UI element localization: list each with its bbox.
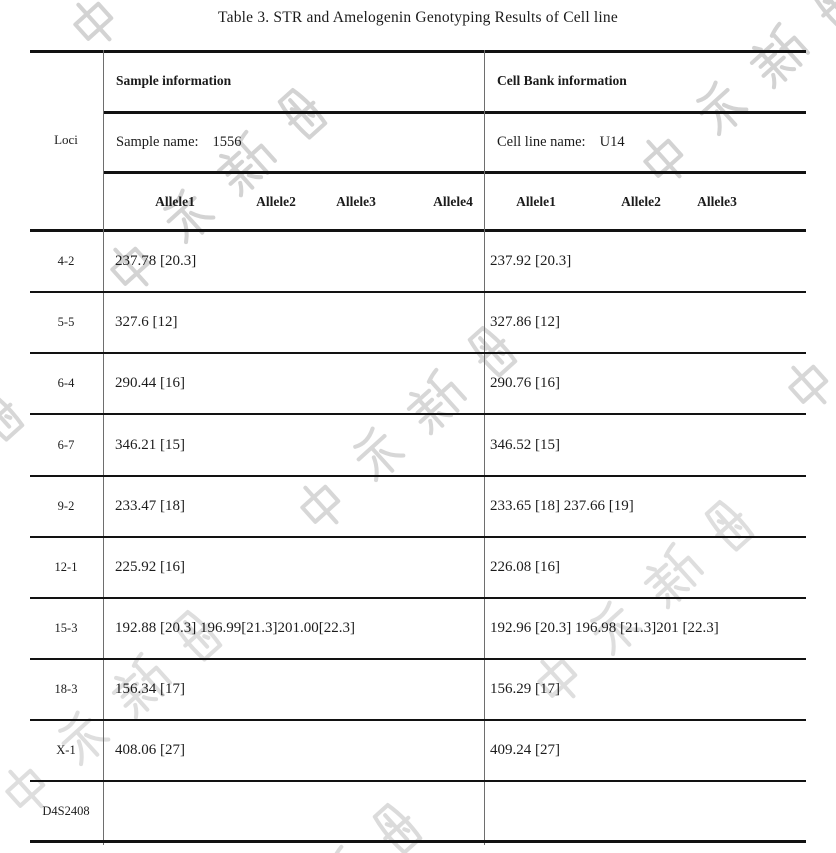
table-row [30, 232, 806, 293]
cell-bank-alleles-cell: 327.86 [12] [490, 314, 560, 331]
loci-cell: 5-5 [57, 315, 75, 330]
loci-cell: 4-2 [57, 254, 75, 269]
cell-bank-allele-header-2: Allele2 [621, 193, 661, 209]
sample-name-label: Sample name: [116, 133, 199, 150]
cell-bank-alleles-cell: 237.92 [20.3] [490, 253, 572, 270]
sample-alleles-cell: 233.47 [18] [115, 497, 185, 514]
sample-name-cell [103, 113, 484, 171]
genotyping-results-table [30, 50, 806, 848]
section-header-row [103, 50, 806, 111]
cell-bank-allele-header-3: Allele3 [697, 193, 737, 209]
sample-alleles-cell: 327.6 [12] [115, 314, 178, 331]
name-header-row [103, 113, 806, 171]
cell-bank-alleles-cell: 192.96 [20.3] 196.98 [21.3]201 [22.3] [490, 619, 719, 636]
cell-bank-alleles-cell: 156.29 [17] [490, 680, 560, 697]
table-body [30, 232, 806, 843]
cell-bank-section-cell [484, 50, 806, 111]
sample-allele-headers [103, 174, 484, 229]
loci-cell: 18-3 [54, 681, 78, 696]
table-row [30, 721, 806, 782]
cell-bank-alleles-cell: 226.08 [16] [490, 558, 560, 575]
sample-info-header: Sample information [116, 72, 232, 88]
allele-header-row [103, 174, 806, 229]
cell-bank-info-header: Cell Bank information [497, 72, 627, 88]
loci-cell: 6-4 [57, 376, 75, 391]
cell-bank-alleles-cell: 409.24 [27] [490, 741, 560, 758]
loci-cell: 12-1 [54, 559, 78, 574]
cell-line-name-cell [484, 113, 806, 171]
cell-bank-alleles-cell [485, 782, 806, 840]
cell-bank-allele-headers [484, 174, 806, 229]
loci-column-header: Loci [54, 131, 78, 147]
loci-cell: 15-3 [54, 620, 78, 635]
sample-allele-header-4: Allele4 [433, 193, 473, 209]
sample-alleles-cell: 237.78 [20.3] [115, 253, 197, 270]
table-row [30, 354, 806, 415]
table-row [30, 293, 806, 354]
table-row [30, 538, 806, 599]
sample-name-value: 1556 [212, 133, 242, 150]
sample-allele-header-2: Allele2 [256, 193, 296, 209]
watermark-char-icon [824, 292, 836, 374]
cell-line-name-value: U14 [599, 133, 625, 150]
table-title: Table 3. STR and Amelogenin Genotyping Results of Cell line [218, 9, 618, 26]
loci-cell: D4S2408 [42, 803, 90, 818]
loci-cell: 6-7 [57, 437, 75, 452]
table-row [30, 415, 806, 476]
sample-allele-header-3: Allele3 [336, 193, 376, 209]
sample-alleles-cell: 408.06 [27] [115, 741, 185, 758]
sample-allele-header-1: Allele1 [155, 193, 195, 209]
sample-alleles-cell: 156.34 [17] [115, 680, 185, 697]
table-row [30, 477, 806, 538]
sample-alleles-cell: 192.88 [20.3] 196.99[21.3]201.00[22.3] [115, 619, 355, 636]
sample-alleles-cell: 225.92 [16] [115, 558, 185, 575]
cell-bank-alleles-cell: 290.76 [16] [490, 375, 560, 392]
sample-alleles-cell: 346.21 [15] [115, 436, 185, 453]
sample-alleles-cell [103, 782, 484, 840]
table-row [30, 660, 806, 721]
cell-line-name-label: Cell line name: [497, 133, 586, 150]
loci-cell: X-1 [56, 742, 76, 757]
sample-alleles-cell: 290.44 [16] [115, 375, 185, 392]
cell-bank-allele-header-1: Allele1 [516, 193, 556, 209]
cell-bank-alleles-cell: 233.65 [18] 237.66 [19] [490, 497, 634, 514]
table-row [30, 599, 806, 660]
loci-cell: 9-2 [57, 498, 75, 513]
table-row [30, 782, 806, 843]
cell-bank-alleles-cell: 346.52 [15] [490, 436, 560, 453]
sample-section-cell [103, 50, 484, 111]
